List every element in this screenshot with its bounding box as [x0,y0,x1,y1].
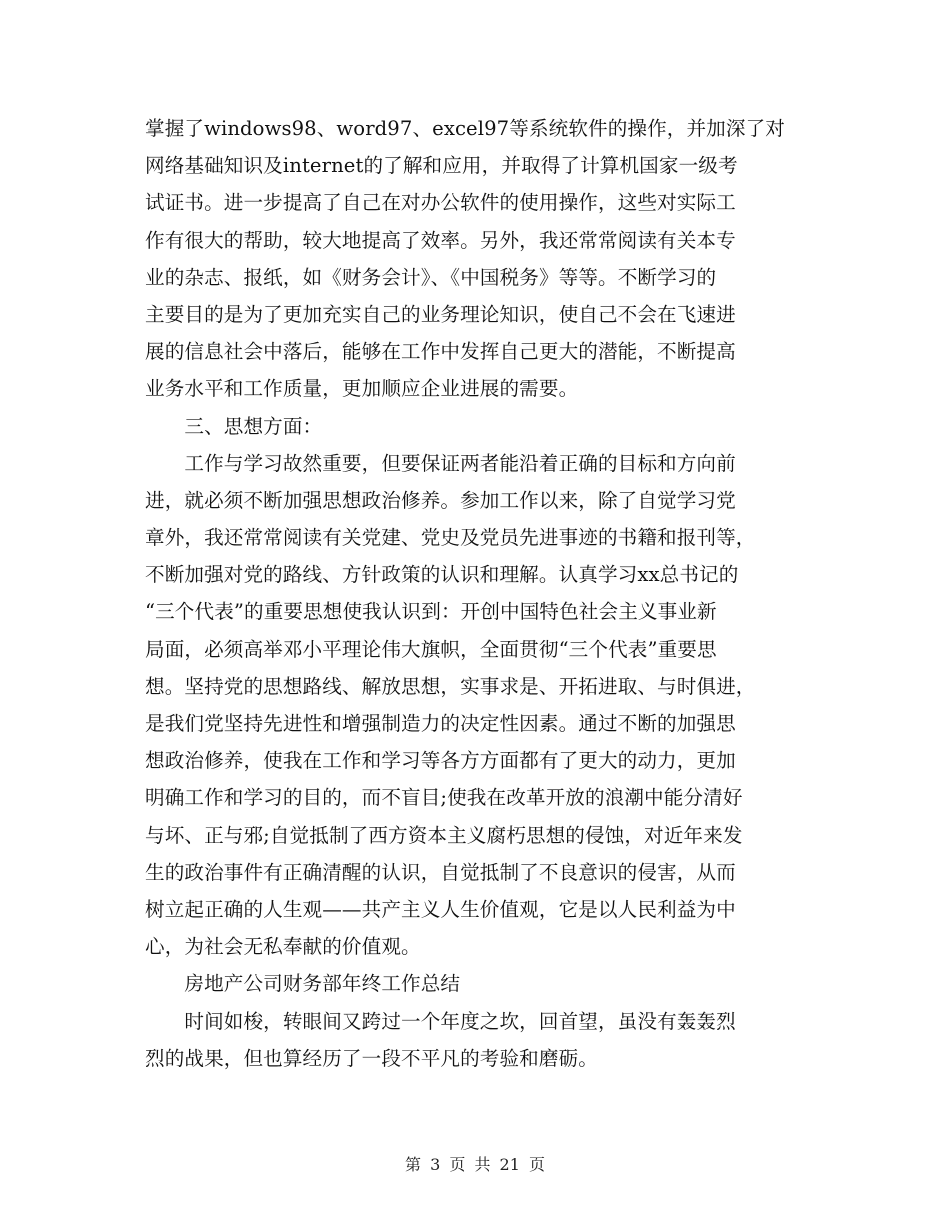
body-line: 明确工作和学习的目的，而不盲目;使我在改革开放的浪潮中能分清好 [145,786,743,810]
article-title: 房地产公司财务部年终工作总结 [145,972,461,996]
body-line: 主要目的是为了更加充实自己的业务理论知识，使自己不会在飞速进 [145,302,736,326]
body-line: 想政治修养，使我在工作和学习等各方方面都有了更大的动力，更加 [145,749,736,773]
body-line: 试证书。进一步提高了自己在对办公软件的使用操作，这些对实际工 [145,191,736,215]
body-line: 树立起正确的人生观——共产主义人生价值观，它是以人民利益为中 [145,897,736,921]
body-line: 展的信息社会中落后，能够在工作中发挥自己更大的潜能，不断提高 [145,340,736,364]
body-line: 章外，我还常常阅读有关党建、党史及党员先进事迹的书籍和报刊等， [145,526,756,550]
section-heading: 三、思想方面： [145,414,323,438]
body-line: 烈的战果，但也算经历了一段不平凡的考验和磨砺。 [145,1046,598,1070]
body-line: 不断加强对党的路线、方针政策的认识和理解。认真学习xx总书记的 [145,563,739,587]
body-line: 生的政治事件有正确清醒的认识，自觉抵制了不良意识的侵害，从而 [145,860,736,884]
body-line: 时间如梭，转眼间又跨过一个年度之坎，回首望，虽没有轰轰烈 [145,1009,736,1033]
body-line: 业务水平和工作质量，更加顺应企业进展的需要。 [145,377,579,401]
body-line: 工作与学习故然重要，但要保证两者能沿着正确的目标和方向前 [145,451,736,475]
body-line: 网络基础知识及internet的了解和应用，并取得了计算机国家一级考 [145,154,738,178]
body-line: 业的杂志、报纸，如《财务会计》、《中国税务》等等。不断学习的 [145,265,717,289]
body-line: 作有很大的帮助，较大地提高了效率。另外，我还常常阅读有关本专 [145,228,736,252]
body-line: 是我们党坚持先进性和增强制造力的决定性因素。通过不断的加强思 [145,712,736,735]
body-line: 进，就必须不断加强思想政治修养。参加工作以来，除了自觉学习党 [145,488,736,512]
body-line: 想。坚持党的思想路线、解放思想，实事求是、开拓进取、与时俱进， [145,674,756,698]
body-line: 心，为社会无私奉献的价值观。 [145,935,421,959]
page-number-footer: 第 3 页 共 21 页 [405,1155,545,1174]
document-body [145,110,810,1077]
body-line: 局面，必须高举邓小平理论伟大旗帜，全面贯彻“三个代表”重要思 [145,637,717,661]
body-line: 与坏、正与邪;自觉抵制了西方资本主义腐朽思想的侵蚀，对近年来发 [145,823,743,847]
body-line: 掌握了windows98、word97、excel97等系统软件的操作，并加深了对 [145,117,785,140]
body-line: “三个代表”的重要思想使我认识到：开创中国特色社会主义事业新 [145,600,717,624]
